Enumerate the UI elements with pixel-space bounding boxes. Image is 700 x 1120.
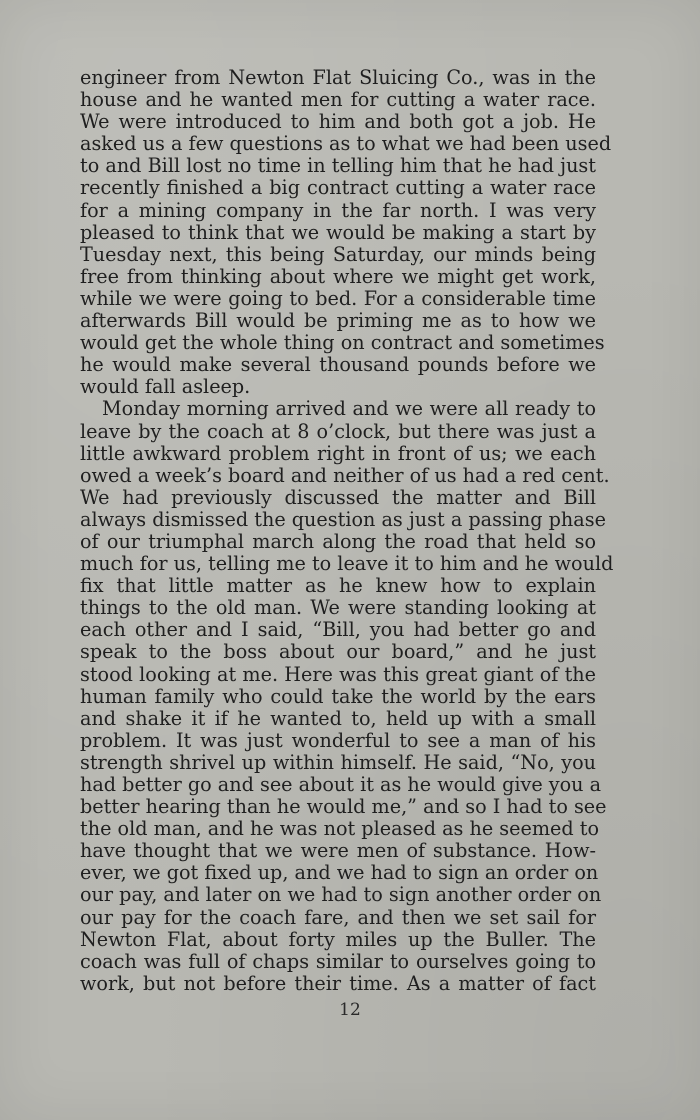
text-line: he would make several thousand pounds before we	[80, 353, 596, 377]
text-line: each other and I said, “Bill, you had better go and	[80, 618, 596, 642]
text-line: things to the old man. We were standing looking at	[80, 596, 596, 620]
text-line: and shake it if he wanted to, held up with a small	[80, 706, 596, 730]
text-line: to and Bill lost no time in telling him that he had just	[80, 154, 596, 178]
page-number: 12	[339, 1000, 361, 1020]
text-line: owed a week’s board and neither of us had a red cent.	[80, 463, 610, 487]
text-line: had better go and see about it as he would give you a	[80, 773, 602, 796]
text-line: better hearing than he would me,” and so I had to see	[80, 795, 607, 819]
text-line: coach was full of chaps similar to ourselves going to	[80, 949, 596, 973]
text-line: We had previously discussed the matter and Bill	[80, 485, 596, 509]
text-line: pleased to think that we would be making a start by	[80, 220, 596, 244]
text-line: stood looking at me. Here was this great giant of the	[80, 662, 596, 686]
text-line: while we were going to bed. For a considerable time	[80, 286, 596, 310]
text-line: have thought that we were men of substance. How-	[80, 839, 596, 863]
text-line: for a mining company in the far north. I was very	[80, 198, 596, 222]
text-line: fix that little matter as he knew how to explain	[80, 574, 596, 598]
text-line: Newton Flat, about forty miles up the Buller. The	[80, 927, 596, 951]
text-line: recently finished a big contract cutting a water race	[80, 176, 596, 200]
paragraph-end-line: would fall asleep.	[80, 375, 251, 399]
text-line: We were introduced to him and both got a job. He	[80, 110, 596, 134]
text-line: human family who could take the world by the ears	[80, 684, 596, 708]
text-line: afterwards Bill would be priming me as to how we	[80, 309, 596, 333]
text-line: leave by the coach at 8 o’clock, but there was just a	[80, 419, 596, 443]
text-line: ever, we got fixed up, and we had to sign an order on	[80, 861, 599, 885]
text-line: work, but not before their time. As a matter of fact	[80, 971, 596, 995]
text-line: of our triumphal march along the road that held so	[80, 529, 596, 553]
body-text	[80, 66, 614, 995]
text-line: asked us a few questions as to what we had been used	[80, 132, 612, 156]
text-line: engineer from Newton Flat Sluicing Co., was in the	[80, 66, 596, 89]
text-line: free from thinking about where we might get work,	[80, 264, 596, 288]
text-line: little awkward problem right in front of us; we each	[80, 441, 596, 465]
text-line: the old man, and he was not pleased as he seemed to	[80, 817, 600, 841]
text-line: problem. It was just wonderful to see a man of his	[80, 728, 596, 752]
text-line: house and he wanted men for cutting a water race.	[80, 88, 596, 112]
text-line: Tuesday next, this being Saturday, our minds being	[80, 242, 596, 266]
paragraph-start-line: Monday morning arrived and we were all ready to	[102, 397, 596, 421]
text-line: our pay, and later on we had to sign another order on	[80, 883, 602, 907]
text-line: speak to the boss about our board,” and he just	[80, 640, 596, 664]
text-line: strength shrivel up within himself. He said, “No, you	[80, 750, 596, 774]
text-line: would get the whole thing on contract and sometimes	[80, 331, 605, 355]
text-line: our pay for the coach fare, and then we set sail for	[80, 905, 596, 929]
text-line: much for us, telling me to leave it to him and he would	[80, 552, 614, 576]
text-line: always dismissed the question as just a passing phase	[80, 507, 606, 531]
